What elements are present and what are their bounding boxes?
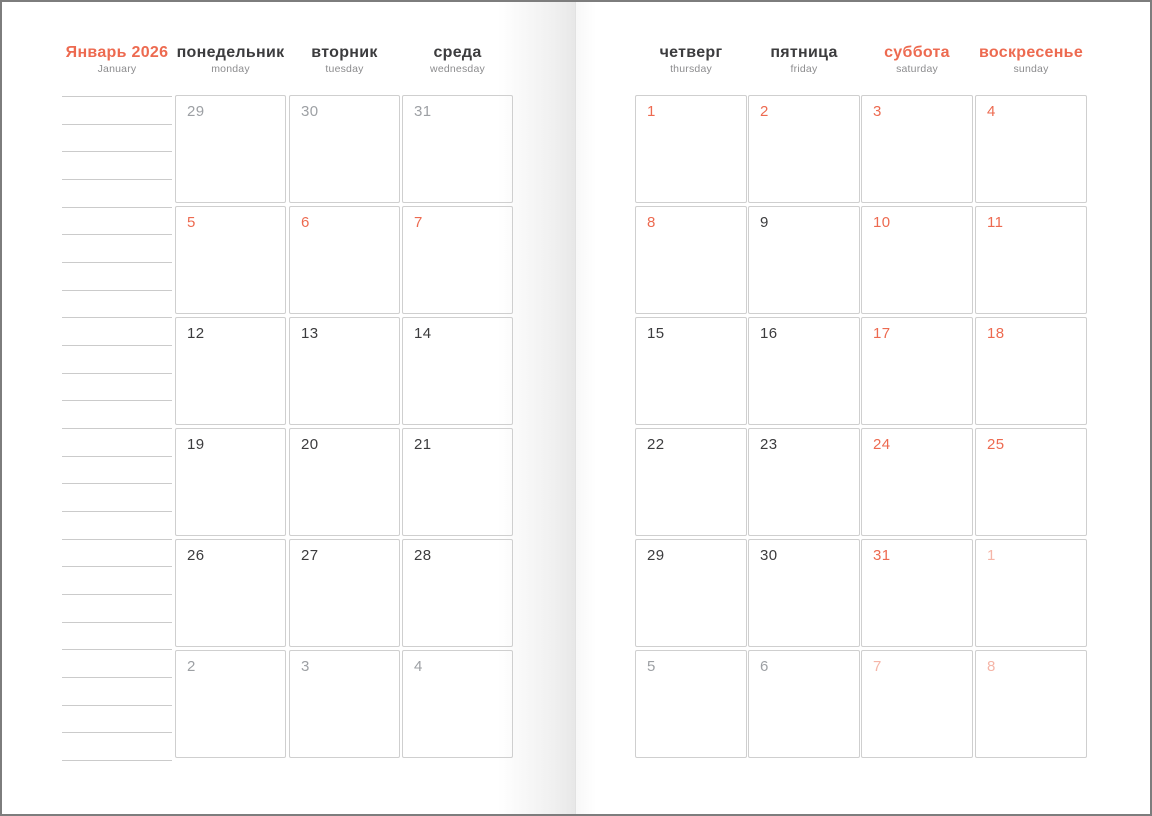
calendar-cell — [175, 206, 286, 314]
notes-rule-line — [62, 511, 172, 512]
date-number: 4 — [414, 658, 423, 675]
date-number: 16 — [760, 325, 778, 342]
calendar-cell — [289, 95, 400, 203]
notes-rule-line — [62, 234, 172, 235]
notes-rule-line — [62, 649, 172, 650]
calendar-cell — [175, 539, 286, 647]
date-number: 31 — [414, 103, 432, 120]
calendar-cell — [175, 95, 286, 203]
notes-rule-line — [62, 400, 172, 401]
calendar-cell — [748, 650, 860, 758]
date-number: 15 — [647, 325, 665, 342]
calendar-cell — [861, 428, 973, 536]
notes-rule-line — [62, 428, 172, 429]
weekday-name-ru: понедельник — [176, 44, 285, 61]
weekday-name-en: saturday — [896, 63, 938, 75]
calendar-cell — [635, 317, 747, 425]
date-number: 6 — [301, 214, 310, 231]
weekday-name-ru: пятница — [770, 44, 838, 61]
calendar-cell — [861, 95, 973, 203]
calendar-cell — [861, 650, 973, 758]
notes-rule-line — [62, 151, 172, 152]
notes-rule-line — [62, 124, 172, 125]
date-number: 29 — [647, 547, 665, 564]
calendar-cell — [975, 206, 1087, 314]
spine-fold-shadow-right — [576, 2, 596, 814]
month-title: Январь 2026 — [65, 44, 169, 61]
date-number: 13 — [301, 325, 319, 342]
month-subtitle: January — [97, 63, 137, 75]
date-number: 25 — [987, 436, 1005, 453]
notes-column — [62, 95, 172, 761]
date-number: 7 — [414, 214, 423, 231]
date-number: 30 — [760, 547, 778, 564]
date-number: 31 — [873, 547, 891, 564]
date-number: 17 — [873, 325, 891, 342]
weekday-name-ru: среда — [433, 44, 482, 61]
date-number: 9 — [760, 214, 769, 231]
date-number: 26 — [187, 547, 205, 564]
date-number: 8 — [987, 658, 996, 675]
weekday-name-en: sunday — [1013, 63, 1049, 75]
date-number: 29 — [187, 103, 205, 120]
date-number: 21 — [414, 436, 432, 453]
notes-rule-line — [62, 705, 172, 706]
date-number: 1 — [987, 547, 996, 564]
calendar-cell — [748, 206, 860, 314]
date-number: 2 — [760, 103, 769, 120]
date-number: 11 — [987, 214, 1004, 231]
notes-rule-line — [62, 622, 172, 623]
calendar-cell — [748, 539, 860, 647]
weekday-name-en: friday — [790, 63, 818, 75]
notes-rule-line — [62, 566, 172, 567]
calendar-cell — [175, 650, 286, 758]
calendar-cell — [635, 539, 747, 647]
notes-rule-line — [62, 207, 172, 208]
date-number: 27 — [301, 547, 319, 564]
date-number: 20 — [301, 436, 319, 453]
calendar-cell — [635, 428, 747, 536]
notes-rule-line — [62, 290, 172, 291]
weekday-name-ru: вторник — [311, 44, 378, 61]
date-number: 2 — [187, 658, 196, 675]
notes-rule-line — [62, 456, 172, 457]
calendar-cell — [402, 95, 513, 203]
date-number: 12 — [187, 325, 205, 342]
calendar-cell — [175, 428, 286, 536]
date-number: 7 — [873, 658, 882, 675]
date-number: 3 — [873, 103, 882, 120]
date-number: 10 — [873, 214, 891, 231]
notes-rule-line — [62, 594, 172, 595]
calendar-cell — [975, 428, 1087, 536]
weekday-name-ru: четверг — [659, 44, 723, 61]
date-number: 5 — [647, 658, 656, 675]
weekday-header-sunday — [950, 44, 1112, 75]
notes-rule-line — [62, 677, 172, 678]
date-number: 5 — [187, 214, 196, 231]
weekday-name-en: monday — [211, 63, 250, 75]
notes-rule-line — [62, 373, 172, 374]
calendar-cell — [975, 650, 1087, 758]
calendar-cell — [861, 317, 973, 425]
calendar-cell — [289, 650, 400, 758]
date-number: 3 — [301, 658, 310, 675]
notes-rule-line — [62, 539, 172, 540]
calendar-cell — [748, 95, 860, 203]
weekday-name-ru: воскресенье — [978, 44, 1084, 61]
calendar-cell — [975, 317, 1087, 425]
notes-rule-line — [62, 760, 172, 761]
notes-rule-line — [62, 483, 172, 484]
calendar-cell — [861, 206, 973, 314]
weekday-name-ru: суббота — [884, 44, 950, 61]
calendar-cell — [975, 539, 1087, 647]
calendar-cell — [175, 317, 286, 425]
notes-rule-line — [62, 345, 172, 346]
date-number: 28 — [414, 547, 432, 564]
date-number: 1 — [647, 103, 656, 120]
date-number: 4 — [987, 103, 996, 120]
calendar-cell — [635, 206, 747, 314]
calendar-cell — [402, 650, 513, 758]
date-number: 23 — [760, 436, 778, 453]
weekday-name-en: tuesday — [325, 63, 364, 75]
calendar-cell — [402, 206, 513, 314]
date-number: 24 — [873, 436, 891, 453]
calendar-cell — [289, 206, 400, 314]
calendar-cell — [975, 95, 1087, 203]
calendar-cell — [402, 539, 513, 647]
calendar-cell — [402, 317, 513, 425]
date-number: 19 — [187, 436, 205, 453]
calendar-cell — [289, 317, 400, 425]
date-number: 6 — [760, 658, 769, 675]
date-number: 30 — [301, 103, 319, 120]
calendar-cell — [635, 95, 747, 203]
weekday-header-wednesday — [377, 44, 538, 75]
calendar-cell — [748, 428, 860, 536]
notes-rule-line — [62, 262, 172, 263]
weekday-name-en: wednesday — [430, 63, 485, 75]
weekday-name-en: thursday — [670, 63, 712, 75]
notes-rule-line — [62, 96, 172, 97]
date-number: 22 — [647, 436, 665, 453]
calendar-cell — [861, 539, 973, 647]
notes-rule-line — [62, 179, 172, 180]
calendar-cell — [635, 650, 747, 758]
date-number: 8 — [647, 214, 656, 231]
notes-rule-line — [62, 317, 172, 318]
calendar-cell — [402, 428, 513, 536]
date-number: 18 — [987, 325, 1005, 342]
calendar-cell — [748, 317, 860, 425]
date-number: 14 — [414, 325, 432, 342]
calendar-cell — [289, 539, 400, 647]
notes-rule-line — [62, 732, 172, 733]
calendar-cell — [289, 428, 400, 536]
